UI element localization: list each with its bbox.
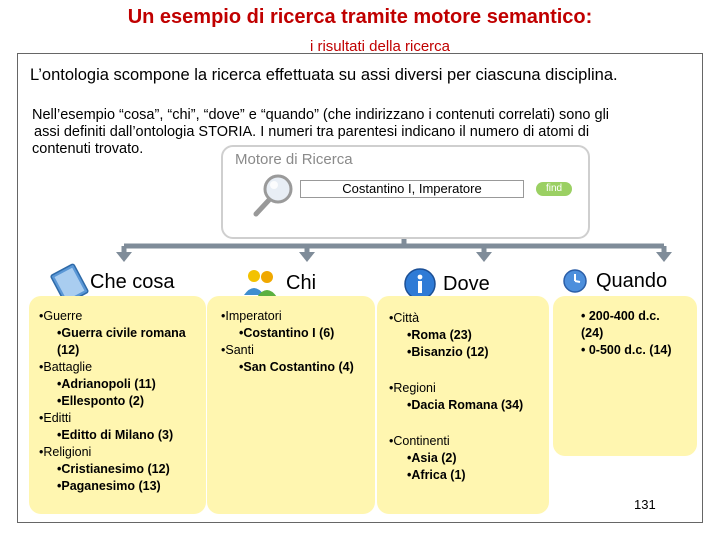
arrowhead-cosa <box>116 252 132 262</box>
find-button[interactable]: find <box>536 182 572 196</box>
results-box-cosa <box>29 296 206 514</box>
list-item[interactable]: •San Costantino (4) <box>239 360 354 374</box>
list-item[interactable]: •Guerre <box>39 309 83 323</box>
list-item[interactable]: • 0-500 d.c. (14) <box>581 343 672 357</box>
list-item[interactable]: •Editto di Milano (3) <box>57 428 174 442</box>
header-chi: Chi <box>286 272 317 294</box>
list-item[interactable]: •Religioni <box>39 445 92 459</box>
list-item[interactable]: •Battaglie <box>39 360 93 374</box>
magnifier-icon <box>247 170 297 220</box>
list-item[interactable]: •Costantino I (6) <box>239 326 335 340</box>
header-che-cosa: Che cosa <box>90 271 175 293</box>
list-item[interactable]: •Dacia Romana (34) <box>407 398 524 412</box>
clock-icon <box>562 268 588 294</box>
header-dove: Dove <box>443 273 490 295</box>
paragraph-line-2: assi definiti dall’ontologia STORIA. I numeri tra parentesi indicano il numero di atomi di <box>34 124 590 140</box>
paragraph-line-3: contenuti trovato. <box>32 141 144 157</box>
list-item[interactable]: •Regioni <box>389 381 436 395</box>
list-item[interactable]: •Continenti <box>389 434 450 448</box>
paragraph-line-1: Nell’esempio “cosa”, “chi”, “dove” e “quando” (che indirizzano i contenuti correlati) sono gli <box>32 107 610 123</box>
results-box-dove <box>377 296 549 514</box>
results-box-quando <box>553 296 697 456</box>
header-quando: Quando <box>596 270 668 292</box>
list-item[interactable]: •Città <box>389 311 420 325</box>
page-number: 131 <box>634 497 656 512</box>
slide-title: Un esempio di ricerca tramite motore semantico: <box>127 6 593 28</box>
search-panel-title: Motore di Ricerca <box>235 151 353 168</box>
arrowhead-quando <box>656 252 672 262</box>
search-input[interactable]: Costantino I, Imperatore <box>300 180 524 198</box>
list-item[interactable]: •Editti <box>39 411 72 425</box>
list-item[interactable]: •Adrianopoli (11) <box>57 377 156 391</box>
list-item[interactable]: •Cristianesimo (12) <box>57 462 170 476</box>
list-item[interactable]: •Bisanzio (12) <box>407 345 489 359</box>
slide-subtitle: i risultati della ricerca <box>309 38 451 55</box>
list-item[interactable]: • 200-400 d.c. (24) <box>581 309 660 340</box>
list-item[interactable]: •Asia (2) <box>407 451 457 465</box>
list-item[interactable]: •Africa (1) <box>407 468 466 482</box>
arrowhead-dove <box>476 252 492 262</box>
list-item[interactable]: •Santi <box>221 343 254 357</box>
intro-text: L’ontologia scompone la ricerca effettuata su assi diversi per ciascuna disciplina. <box>30 66 618 84</box>
list-item[interactable]: •Ellesponto (2) <box>57 394 145 408</box>
arrowhead-chi <box>299 252 315 262</box>
list-item[interactable]: •Imperatori <box>221 309 282 323</box>
list-item[interactable]: •Roma (23) <box>407 328 472 342</box>
results-box-chi <box>207 296 375 514</box>
list-item[interactable]: •Paganesimo (13) <box>57 479 161 493</box>
list-item[interactable]: •Guerra civile romana (12) <box>57 326 186 357</box>
connector-arrowheads <box>116 252 672 262</box>
